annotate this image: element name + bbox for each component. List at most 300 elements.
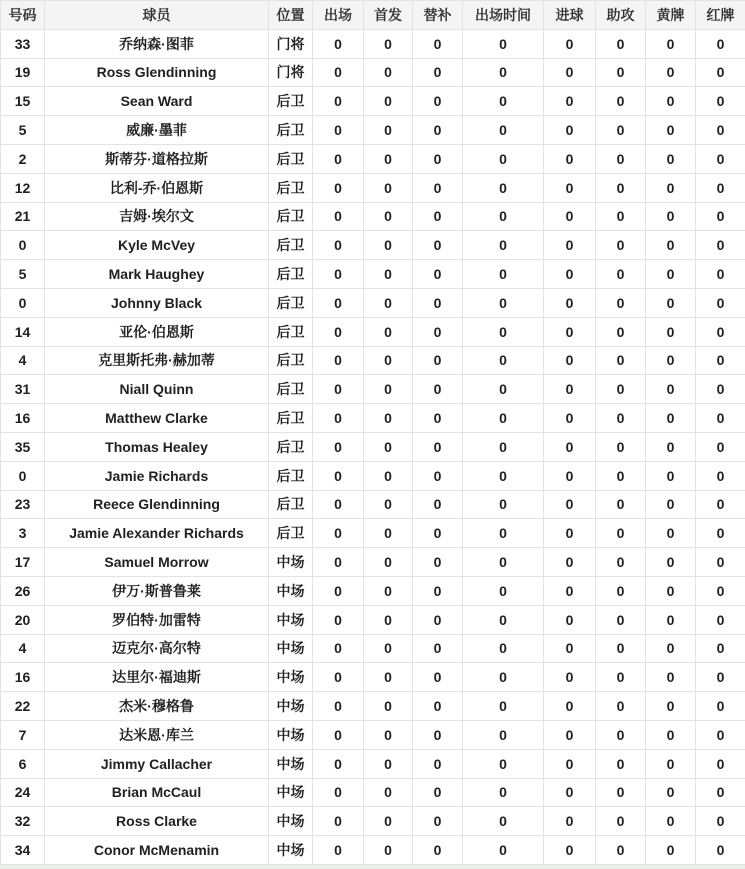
stat-minutes-cell: 0 bbox=[463, 87, 544, 116]
stat-goals-cell: 0 bbox=[544, 576, 596, 605]
stat-red-cell: 0 bbox=[696, 29, 745, 58]
stat-starts-cell: 0 bbox=[364, 663, 413, 692]
stat-appearances-cell: 0 bbox=[313, 548, 364, 577]
column-header-player: 球员 bbox=[45, 1, 269, 30]
player-number-cell: 26 bbox=[1, 576, 45, 605]
stat-red-cell: 0 bbox=[696, 317, 745, 346]
player-position-cell: 后卫 bbox=[269, 490, 313, 519]
stat-red-cell: 0 bbox=[696, 519, 745, 548]
stat-appearances-cell: 0 bbox=[313, 720, 364, 749]
stat-goals-cell: 0 bbox=[544, 461, 596, 490]
stat-appearances-cell: 0 bbox=[313, 778, 364, 807]
player-position-cell: 后卫 bbox=[269, 116, 313, 145]
table-row bbox=[1, 260, 745, 289]
player-number-cell: 12 bbox=[1, 173, 45, 202]
stat-appearances-cell: 0 bbox=[313, 202, 364, 231]
stat-sub-cell: 0 bbox=[413, 605, 463, 634]
player-position-cell: 中场 bbox=[269, 778, 313, 807]
player-number-cell: 2 bbox=[1, 144, 45, 173]
stat-sub-cell: 0 bbox=[413, 116, 463, 145]
stat-assists-cell: 0 bbox=[596, 432, 646, 461]
stat-assists-cell: 0 bbox=[596, 461, 646, 490]
player-name-cell: Brian McCaul bbox=[45, 778, 269, 807]
stat-starts-cell: 0 bbox=[364, 720, 413, 749]
player-position-cell: 后卫 bbox=[269, 87, 313, 116]
stat-sub-cell: 0 bbox=[413, 663, 463, 692]
stat-goals-cell: 0 bbox=[544, 202, 596, 231]
player-number-cell: 35 bbox=[1, 432, 45, 461]
stat-starts-cell: 0 bbox=[364, 173, 413, 202]
player-position-cell: 后卫 bbox=[269, 317, 313, 346]
stat-starts-cell: 0 bbox=[364, 260, 413, 289]
table-row bbox=[1, 778, 745, 807]
stat-red-cell: 0 bbox=[696, 144, 745, 173]
player-name-cell: Sean Ward bbox=[45, 87, 269, 116]
stat-sub-cell: 0 bbox=[413, 202, 463, 231]
player-position-cell: 后卫 bbox=[269, 404, 313, 433]
stat-red-cell: 0 bbox=[696, 692, 745, 721]
player-position-cell: 门将 bbox=[269, 29, 313, 58]
player-position-cell: 后卫 bbox=[269, 231, 313, 260]
stat-yellow-cell: 0 bbox=[646, 346, 696, 375]
stat-minutes-cell: 0 bbox=[463, 836, 544, 865]
stat-goals-cell: 0 bbox=[544, 490, 596, 519]
stat-red-cell: 0 bbox=[696, 663, 745, 692]
stat-sub-cell: 0 bbox=[413, 231, 463, 260]
player-number-cell: 5 bbox=[1, 260, 45, 289]
stat-sub-cell: 0 bbox=[413, 807, 463, 836]
stat-yellow-cell: 0 bbox=[646, 202, 696, 231]
stat-assists-cell: 0 bbox=[596, 548, 646, 577]
stat-goals-cell: 0 bbox=[544, 605, 596, 634]
stat-assists-cell: 0 bbox=[596, 260, 646, 289]
stat-appearances-cell: 0 bbox=[313, 634, 364, 663]
player-number-cell: 20 bbox=[1, 605, 45, 634]
stat-red-cell: 0 bbox=[696, 778, 745, 807]
player-number-cell: 23 bbox=[1, 490, 45, 519]
stat-appearances-cell: 0 bbox=[313, 461, 364, 490]
player-name-cell: 亚伦·伯恩斯 bbox=[45, 317, 269, 346]
stat-yellow-cell: 0 bbox=[646, 490, 696, 519]
player-name-cell: Reece Glendinning bbox=[45, 490, 269, 519]
player-number-cell: 32 bbox=[1, 807, 45, 836]
stat-minutes-cell: 0 bbox=[463, 116, 544, 145]
player-position-cell: 中场 bbox=[269, 720, 313, 749]
player-position-cell: 后卫 bbox=[269, 519, 313, 548]
stat-appearances-cell: 0 bbox=[313, 576, 364, 605]
table-row bbox=[1, 720, 745, 749]
stat-goals-cell: 0 bbox=[544, 375, 596, 404]
stat-goals-cell: 0 bbox=[544, 58, 596, 87]
stat-yellow-cell: 0 bbox=[646, 116, 696, 145]
stat-red-cell: 0 bbox=[696, 87, 745, 116]
stat-starts-cell: 0 bbox=[364, 231, 413, 260]
stat-sub-cell: 0 bbox=[413, 404, 463, 433]
stat-red-cell: 0 bbox=[696, 605, 745, 634]
stat-yellow-cell: 0 bbox=[646, 317, 696, 346]
stat-starts-cell: 0 bbox=[364, 519, 413, 548]
stat-minutes-cell: 0 bbox=[463, 490, 544, 519]
stat-appearances-cell: 0 bbox=[313, 87, 364, 116]
player-number-cell: 31 bbox=[1, 375, 45, 404]
column-header-goals: 进球 bbox=[544, 1, 596, 30]
stat-assists-cell: 0 bbox=[596, 663, 646, 692]
player-number-cell: 16 bbox=[1, 663, 45, 692]
player-position-cell: 中场 bbox=[269, 807, 313, 836]
player-position-cell: 中场 bbox=[269, 548, 313, 577]
table-row bbox=[1, 144, 745, 173]
stat-yellow-cell: 0 bbox=[646, 432, 696, 461]
stat-minutes-cell: 0 bbox=[463, 173, 544, 202]
player-number-cell: 4 bbox=[1, 346, 45, 375]
player-position-cell: 中场 bbox=[269, 749, 313, 778]
table-row bbox=[1, 404, 745, 433]
stat-assists-cell: 0 bbox=[596, 173, 646, 202]
stat-goals-cell: 0 bbox=[544, 144, 596, 173]
stat-goals-cell: 0 bbox=[544, 663, 596, 692]
stat-goals-cell: 0 bbox=[544, 692, 596, 721]
table-row bbox=[1, 346, 745, 375]
player-position-cell: 后卫 bbox=[269, 288, 313, 317]
stat-red-cell: 0 bbox=[696, 346, 745, 375]
stat-assists-cell: 0 bbox=[596, 29, 646, 58]
stat-appearances-cell: 0 bbox=[313, 58, 364, 87]
stat-starts-cell: 0 bbox=[364, 29, 413, 58]
stat-assists-cell: 0 bbox=[596, 720, 646, 749]
table-row bbox=[1, 576, 745, 605]
table-row bbox=[1, 548, 745, 577]
stat-appearances-cell: 0 bbox=[313, 29, 364, 58]
stat-appearances-cell: 0 bbox=[313, 432, 364, 461]
stat-assists-cell: 0 bbox=[596, 317, 646, 346]
stat-goals-cell: 0 bbox=[544, 288, 596, 317]
stat-yellow-cell: 0 bbox=[646, 58, 696, 87]
stat-goals-cell: 0 bbox=[544, 720, 596, 749]
stat-starts-cell: 0 bbox=[364, 461, 413, 490]
stat-minutes-cell: 0 bbox=[463, 432, 544, 461]
stat-assists-cell: 0 bbox=[596, 231, 646, 260]
table-header bbox=[1, 1, 745, 30]
stat-starts-cell: 0 bbox=[364, 836, 413, 865]
stat-appearances-cell: 0 bbox=[313, 836, 364, 865]
stat-yellow-cell: 0 bbox=[646, 605, 696, 634]
stat-minutes-cell: 0 bbox=[463, 807, 544, 836]
stat-red-cell: 0 bbox=[696, 720, 745, 749]
stat-red-cell: 0 bbox=[696, 634, 745, 663]
stat-goals-cell: 0 bbox=[544, 173, 596, 202]
stat-yellow-cell: 0 bbox=[646, 260, 696, 289]
player-position-cell: 中场 bbox=[269, 576, 313, 605]
stat-minutes-cell: 0 bbox=[463, 346, 544, 375]
stat-assists-cell: 0 bbox=[596, 836, 646, 865]
stat-minutes-cell: 0 bbox=[463, 231, 544, 260]
stat-red-cell: 0 bbox=[696, 836, 745, 865]
player-position-cell: 后卫 bbox=[269, 432, 313, 461]
stat-appearances-cell: 0 bbox=[313, 231, 364, 260]
table-row bbox=[1, 29, 745, 58]
player-number-cell: 21 bbox=[1, 202, 45, 231]
stat-goals-cell: 0 bbox=[544, 260, 596, 289]
player-number-cell: 24 bbox=[1, 778, 45, 807]
table-row bbox=[1, 605, 745, 634]
player-position-cell: 中场 bbox=[269, 692, 313, 721]
stat-assists-cell: 0 bbox=[596, 634, 646, 663]
stat-yellow-cell: 0 bbox=[646, 29, 696, 58]
stat-sub-cell: 0 bbox=[413, 288, 463, 317]
stat-starts-cell: 0 bbox=[364, 548, 413, 577]
stat-red-cell: 0 bbox=[696, 807, 745, 836]
stat-sub-cell: 0 bbox=[413, 144, 463, 173]
player-position-cell: 中场 bbox=[269, 663, 313, 692]
player-name-cell: 比利-乔·伯恩斯 bbox=[45, 173, 269, 202]
stat-starts-cell: 0 bbox=[364, 605, 413, 634]
table-row bbox=[1, 807, 745, 836]
stat-starts-cell: 0 bbox=[364, 202, 413, 231]
stat-yellow-cell: 0 bbox=[646, 375, 696, 404]
stat-sub-cell: 0 bbox=[413, 29, 463, 58]
stat-yellow-cell: 0 bbox=[646, 173, 696, 202]
player-name-cell: Kyle McVey bbox=[45, 231, 269, 260]
stat-minutes-cell: 0 bbox=[463, 576, 544, 605]
player-number-cell: 19 bbox=[1, 58, 45, 87]
player-position-cell: 后卫 bbox=[269, 202, 313, 231]
stat-appearances-cell: 0 bbox=[313, 260, 364, 289]
player-name-cell: Jimmy Callacher bbox=[45, 749, 269, 778]
stat-assists-cell: 0 bbox=[596, 605, 646, 634]
stat-yellow-cell: 0 bbox=[646, 634, 696, 663]
stat-starts-cell: 0 bbox=[364, 404, 413, 433]
stat-sub-cell: 0 bbox=[413, 720, 463, 749]
table-row bbox=[1, 87, 745, 116]
stat-assists-cell: 0 bbox=[596, 404, 646, 433]
table-row bbox=[1, 58, 745, 87]
stat-goals-cell: 0 bbox=[544, 317, 596, 346]
player-name-cell: Jamie Alexander Richards bbox=[45, 519, 269, 548]
stat-starts-cell: 0 bbox=[364, 432, 413, 461]
stat-assists-cell: 0 bbox=[596, 144, 646, 173]
stat-minutes-cell: 0 bbox=[463, 461, 544, 490]
table-row bbox=[1, 116, 745, 145]
stat-sub-cell: 0 bbox=[413, 749, 463, 778]
table-row bbox=[1, 231, 745, 260]
player-position-cell: 后卫 bbox=[269, 461, 313, 490]
table-row bbox=[1, 202, 745, 231]
player-name-cell: Samuel Morrow bbox=[45, 548, 269, 577]
stat-sub-cell: 0 bbox=[413, 173, 463, 202]
table-row bbox=[1, 490, 745, 519]
stat-starts-cell: 0 bbox=[364, 346, 413, 375]
stat-red-cell: 0 bbox=[696, 231, 745, 260]
stat-assists-cell: 0 bbox=[596, 346, 646, 375]
stat-appearances-cell: 0 bbox=[313, 692, 364, 721]
stat-sub-cell: 0 bbox=[413, 461, 463, 490]
stat-red-cell: 0 bbox=[696, 432, 745, 461]
stat-minutes-cell: 0 bbox=[463, 634, 544, 663]
stat-yellow-cell: 0 bbox=[646, 288, 696, 317]
stat-appearances-cell: 0 bbox=[313, 404, 364, 433]
player-position-cell: 后卫 bbox=[269, 173, 313, 202]
player-name-cell: Mark Haughey bbox=[45, 260, 269, 289]
stat-starts-cell: 0 bbox=[364, 87, 413, 116]
stat-assists-cell: 0 bbox=[596, 490, 646, 519]
player-name-cell: Conor McMenamin bbox=[45, 836, 269, 865]
stat-minutes-cell: 0 bbox=[463, 692, 544, 721]
stat-minutes-cell: 0 bbox=[463, 260, 544, 289]
table-row bbox=[1, 749, 745, 778]
stat-goals-cell: 0 bbox=[544, 346, 596, 375]
stat-sub-cell: 0 bbox=[413, 692, 463, 721]
column-header-red: 红牌 bbox=[696, 1, 745, 30]
stat-sub-cell: 0 bbox=[413, 576, 463, 605]
stat-starts-cell: 0 bbox=[364, 778, 413, 807]
stat-yellow-cell: 0 bbox=[646, 231, 696, 260]
stat-sub-cell: 0 bbox=[413, 548, 463, 577]
stat-starts-cell: 0 bbox=[364, 490, 413, 519]
stat-starts-cell: 0 bbox=[364, 58, 413, 87]
column-header-position: 位置 bbox=[269, 1, 313, 30]
stat-red-cell: 0 bbox=[696, 548, 745, 577]
stat-starts-cell: 0 bbox=[364, 116, 413, 145]
player-number-cell: 0 bbox=[1, 461, 45, 490]
stat-red-cell: 0 bbox=[696, 288, 745, 317]
stat-sub-cell: 0 bbox=[413, 519, 463, 548]
stat-red-cell: 0 bbox=[696, 461, 745, 490]
player-name-cell: 罗伯特·加雷特 bbox=[45, 605, 269, 634]
stat-sub-cell: 0 bbox=[413, 260, 463, 289]
player-name-cell: 迈克尔·高尔特 bbox=[45, 634, 269, 663]
stat-sub-cell: 0 bbox=[413, 778, 463, 807]
stat-starts-cell: 0 bbox=[364, 288, 413, 317]
stat-yellow-cell: 0 bbox=[646, 807, 696, 836]
table-row bbox=[1, 634, 745, 663]
stat-red-cell: 0 bbox=[696, 404, 745, 433]
stat-yellow-cell: 0 bbox=[646, 749, 696, 778]
stat-minutes-cell: 0 bbox=[463, 519, 544, 548]
stat-yellow-cell: 0 bbox=[646, 404, 696, 433]
player-position-cell: 中场 bbox=[269, 634, 313, 663]
stat-red-cell: 0 bbox=[696, 375, 745, 404]
stat-starts-cell: 0 bbox=[364, 634, 413, 663]
player-position-cell: 后卫 bbox=[269, 260, 313, 289]
stat-minutes-cell: 0 bbox=[463, 317, 544, 346]
stat-minutes-cell: 0 bbox=[463, 375, 544, 404]
player-name-cell: Matthew Clarke bbox=[45, 404, 269, 433]
player-position-cell: 门将 bbox=[269, 58, 313, 87]
column-header-starts: 首发 bbox=[364, 1, 413, 30]
stat-yellow-cell: 0 bbox=[646, 576, 696, 605]
player-name-cell: Johnny Black bbox=[45, 288, 269, 317]
table-row bbox=[1, 432, 745, 461]
table-header-row bbox=[1, 1, 745, 30]
stat-goals-cell: 0 bbox=[544, 29, 596, 58]
stat-minutes-cell: 0 bbox=[463, 288, 544, 317]
stat-assists-cell: 0 bbox=[596, 807, 646, 836]
player-name-cell: 克里斯托弗·赫加蒂 bbox=[45, 346, 269, 375]
column-header-sub: 替补 bbox=[413, 1, 463, 30]
player-position-cell: 中场 bbox=[269, 605, 313, 634]
stat-yellow-cell: 0 bbox=[646, 144, 696, 173]
table-row bbox=[1, 461, 745, 490]
stat-yellow-cell: 0 bbox=[646, 519, 696, 548]
stat-starts-cell: 0 bbox=[364, 375, 413, 404]
player-position-cell: 后卫 bbox=[269, 144, 313, 173]
stat-goals-cell: 0 bbox=[544, 807, 596, 836]
player-name-cell: Thomas Healey bbox=[45, 432, 269, 461]
stat-goals-cell: 0 bbox=[544, 404, 596, 433]
stat-appearances-cell: 0 bbox=[313, 375, 364, 404]
stat-appearances-cell: 0 bbox=[313, 317, 364, 346]
stat-minutes-cell: 0 bbox=[463, 548, 544, 577]
stat-minutes-cell: 0 bbox=[463, 144, 544, 173]
stat-yellow-cell: 0 bbox=[646, 663, 696, 692]
stat-sub-cell: 0 bbox=[413, 317, 463, 346]
player-number-cell: 34 bbox=[1, 836, 45, 865]
player-number-cell: 0 bbox=[1, 288, 45, 317]
stat-appearances-cell: 0 bbox=[313, 663, 364, 692]
stat-goals-cell: 0 bbox=[544, 778, 596, 807]
stat-assists-cell: 0 bbox=[596, 749, 646, 778]
stat-assists-cell: 0 bbox=[596, 87, 646, 116]
stat-goals-cell: 0 bbox=[544, 836, 596, 865]
stat-starts-cell: 0 bbox=[364, 144, 413, 173]
stat-yellow-cell: 0 bbox=[646, 548, 696, 577]
column-header-appearances: 出场 bbox=[313, 1, 364, 30]
stat-goals-cell: 0 bbox=[544, 87, 596, 116]
stat-yellow-cell: 0 bbox=[646, 720, 696, 749]
stat-appearances-cell: 0 bbox=[313, 490, 364, 519]
stat-minutes-cell: 0 bbox=[463, 605, 544, 634]
table-row bbox=[1, 692, 745, 721]
table-row bbox=[1, 375, 745, 404]
player-number-cell: 7 bbox=[1, 720, 45, 749]
stat-appearances-cell: 0 bbox=[313, 749, 364, 778]
stat-red-cell: 0 bbox=[696, 173, 745, 202]
player-name-cell: 杰米·穆格鲁 bbox=[45, 692, 269, 721]
player-number-cell: 17 bbox=[1, 548, 45, 577]
stat-assists-cell: 0 bbox=[596, 288, 646, 317]
stat-red-cell: 0 bbox=[696, 260, 745, 289]
table-row bbox=[1, 519, 745, 548]
player-number-cell: 14 bbox=[1, 317, 45, 346]
stat-starts-cell: 0 bbox=[364, 749, 413, 778]
stat-starts-cell: 0 bbox=[364, 317, 413, 346]
stat-goals-cell: 0 bbox=[544, 519, 596, 548]
stat-sub-cell: 0 bbox=[413, 490, 463, 519]
stat-sub-cell: 0 bbox=[413, 87, 463, 116]
stat-goals-cell: 0 bbox=[544, 634, 596, 663]
table-row bbox=[1, 317, 745, 346]
stat-red-cell: 0 bbox=[696, 116, 745, 145]
stat-assists-cell: 0 bbox=[596, 692, 646, 721]
column-header-yellow: 黄牌 bbox=[646, 1, 696, 30]
player-name-cell: 乔纳森·图菲 bbox=[45, 29, 269, 58]
player-number-cell: 33 bbox=[1, 29, 45, 58]
player-position-cell: 后卫 bbox=[269, 346, 313, 375]
stat-sub-cell: 0 bbox=[413, 346, 463, 375]
stat-sub-cell: 0 bbox=[413, 375, 463, 404]
player-name-cell: Niall Quinn bbox=[45, 375, 269, 404]
stat-goals-cell: 0 bbox=[544, 432, 596, 461]
stat-sub-cell: 0 bbox=[413, 836, 463, 865]
player-name-cell: 达里尔·福迪斯 bbox=[45, 663, 269, 692]
player-number-cell: 3 bbox=[1, 519, 45, 548]
stat-yellow-cell: 0 bbox=[646, 87, 696, 116]
player-number-cell: 0 bbox=[1, 231, 45, 260]
stat-sub-cell: 0 bbox=[413, 58, 463, 87]
table-row bbox=[1, 173, 745, 202]
stat-assists-cell: 0 bbox=[596, 519, 646, 548]
player-name-cell: 吉姆·埃尔文 bbox=[45, 202, 269, 231]
